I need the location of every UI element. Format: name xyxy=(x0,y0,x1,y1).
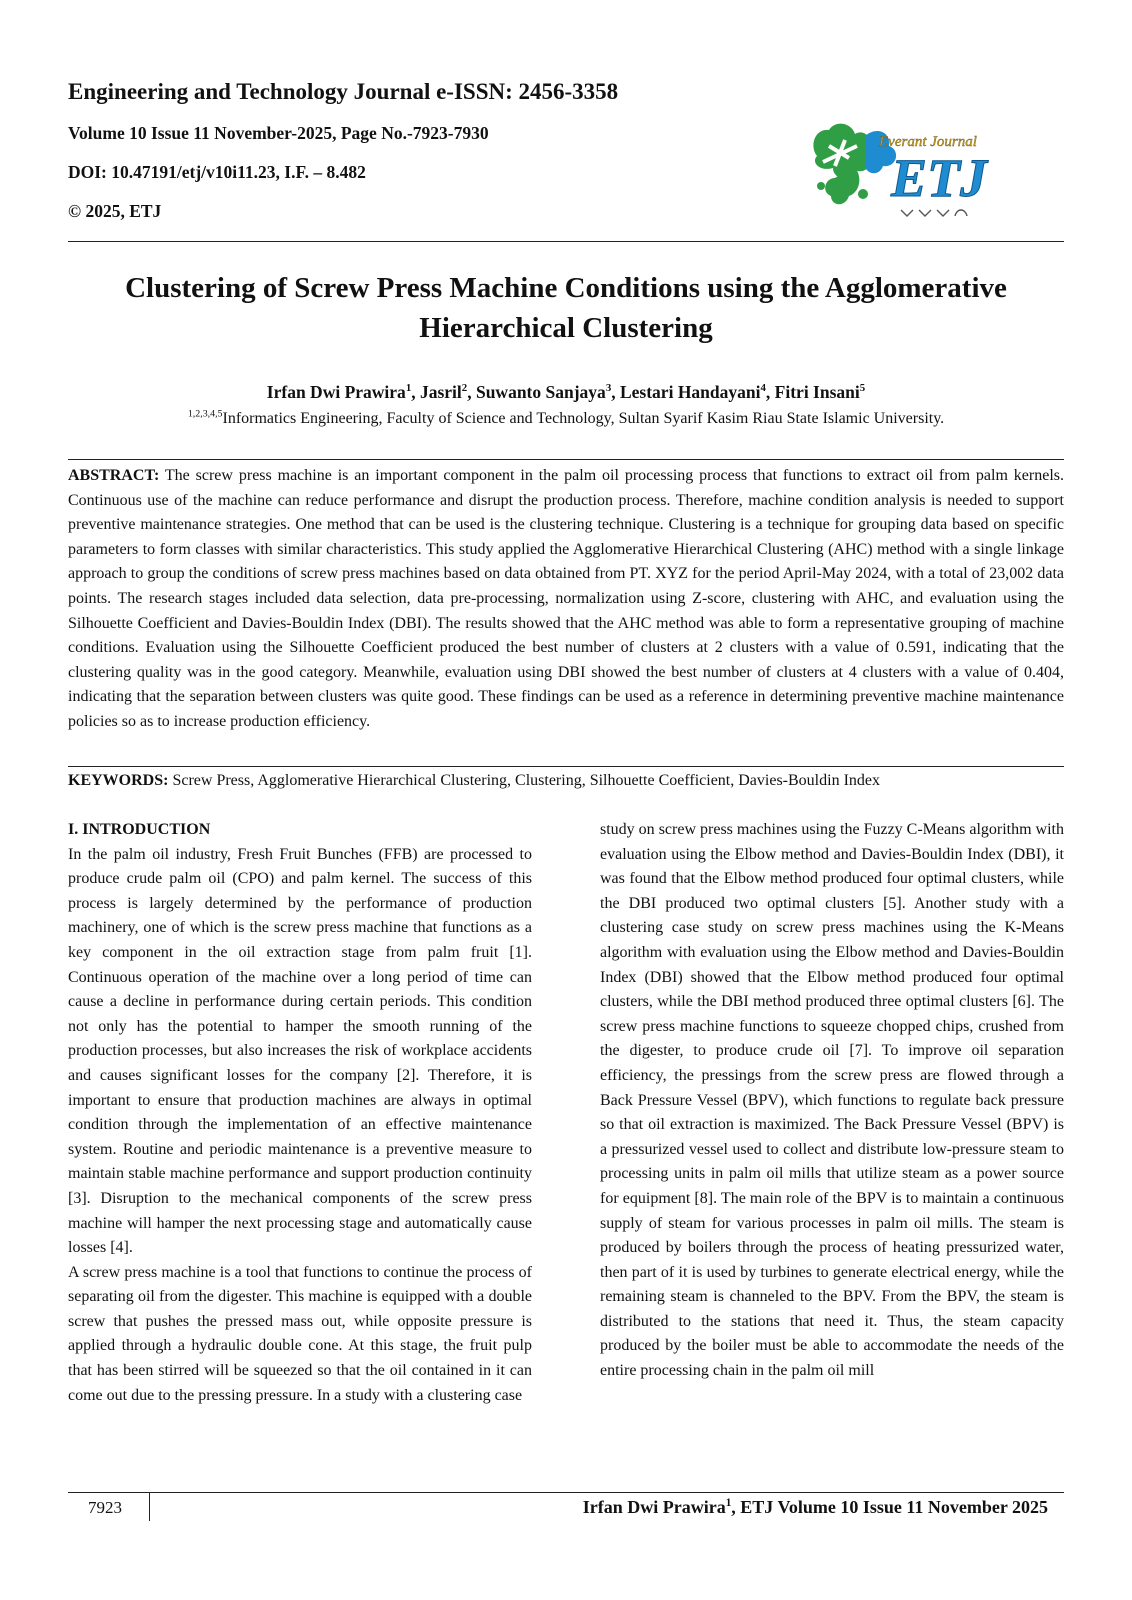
author: Jasril$^2$, xyxy=(419,382,476,402)
volume-info: Volume 10 Issue 11 November-2025, Page No.-7923-7930 xyxy=(68,123,489,143)
journal-header xyxy=(68,78,768,237)
journal-title: Engineering and Technology Journal e-ISSN: 2456-3358 xyxy=(68,79,619,104)
page-number: 7923 xyxy=(88,1498,122,1517)
author: Lestari Handayani$^4$, xyxy=(619,382,775,402)
left-column xyxy=(68,818,532,1408)
abstract xyxy=(68,464,1064,735)
etj-logo xyxy=(805,116,1015,224)
author: Fitri Insani$^5$ xyxy=(774,382,866,402)
footer-citation: Irfan Dwi Prawira$^1$, ETJ Volume 10 Issue 11 November 2025 xyxy=(582,1497,1048,1517)
author: Irfan Dwi Prawira$^1$, xyxy=(266,382,420,402)
keywords-text: Screw Press, Agglomerative Hierarchical Clustering, Clustering, Silhouette Coefficient, Davies-Bouldin Index xyxy=(168,772,880,789)
footer-separator xyxy=(149,1493,150,1521)
title-line-1: Clustering of Screw Press Machine Conditions using the Agglomerative xyxy=(125,272,1007,304)
abstract-text: The screw press machine is an important component in the palm oil processing process that functions to extract oil from palm kernels. Continuous use of the machine can reduce performance and disrupt the production process. Therefore, machine condition analysis is needed to support preventive maintenance strategies. One method that can be used is the clustering technique. Clustering is a technique for grouping data based on specific parameters to form classes with similar characteristics. This study applied the Agglomerative Hierarchical Clustering (AHC) method with a single linkage approach to group the conditions of screw press machines based on data obtained from PT. XYZ for the period April-May 2024, with a total of 23,002 data points. The research stages included data selection, data pre-processing, normalization using Z-score, clustering with AHC, and evaluation using the Silhouette Coefficient and Davies-Bouldin Index (DBI). The results showed that the AHC method was able to form a representative grouping of machine conditions. Evaluation using the Silhouette Coefficient produced the best number of clusters at 2 clusters with a value of 0.591, indicating that the clustering quality was in the good category. Meanwhile, evaluation using DBI showed the best number of clusters at 4 clusters with a value of 0.404, indicating that the separation between clusters was quite good. These findings can be used as a reference in determining preventive machine maintenance policies so as to increase production efficiency. xyxy=(68,467,1064,730)
doi-info: DOI: 10.47191/etj/v10i11.23, I.F. – 8.482 xyxy=(68,162,366,182)
title-line-2: Hierarchical Clustering xyxy=(419,312,713,344)
logo-main-text: ETJ xyxy=(891,148,988,208)
author: Suwanto Sanjaya$^3$, xyxy=(475,382,620,402)
intro-paragraph-continued: study on screw press machines using the Fuzzy C-Means algorithm with evaluation using the Elbow method and Davies-Bouldin Index (DBI), it was found that the Elbow method produced four optimal clusters, while the DBI produced two optimal clusters [5]. Another study with a clustering case study on screw press machines using the K-Means algorithm with evaluation using the Elbow method and Davies-Bouldin Index (DBI) showed that the Elbow method produced four optimal clusters, while the DBI method produced three optimal clusters [6]. The screw press machine functions to squeeze chopped chips, crushed from the digester, to produce crude oil [7]. To improve oil separation efficiency, the pressings from the screw press are flowed through a Back Pressure Vessel (BPV), which functions to regulate back pressure so that oil extraction is maximized. The Back Pressure Vessel (BPV) is a pressurized vessel used to collect and distribute low-pressure steam to processing units in palm oil mills that utilize steam as a power source for equipment [8]. The main role of the BPV is to maintain a continuous supply of steam for various processes in palm oil mills. The steam is produced by boilers through the process of heating pressurized water, then part of it is used by turbines to generate electrical energy, while the remaining steam is channeled to the BPV. From the BPV, the steam is distributed to the stations that need it. Thus, the steam capacity produced by the boiler must be able to accommodate the needs of the entire processing chain in the palm oil mill xyxy=(600,821,1064,1380)
header-rule xyxy=(68,241,1064,242)
affiliation xyxy=(68,408,1064,430)
author-list xyxy=(68,380,1064,404)
right-column xyxy=(600,818,1064,1384)
affiliation-marks: 1,2,3,4,5 xyxy=(187,408,223,420)
abstract-top-rule xyxy=(68,459,1064,460)
affiliation-text: Informatics Engineering, Faculty of Science and Technology, Sultan Syarif Kasim Riau State Islamic University. xyxy=(222,410,945,427)
footer-rule xyxy=(68,1492,1064,1493)
intro-paragraph-1: In the palm oil industry, Fresh Fruit Bunches (FFB) are processed to produce crude palm oil (CPO) and palm kernel. The success of this process is largely determined by the performance of production machinery, one of which is the screw press machine that functions as a key component in the oil extraction stage from palm fruit [1]. Continuous operation of the machine over a long period of time can cause a decline in performance during certain periods. This condition not only has the potential to hamper the smooth running of the production processes, but also increases the risk of workplace accidents and causes significant losses for the company [2]. Therefore, it is important to ensure that production machines are always in optimal condition through the implementation of an effective maintenance system. Routine and periodic maintenance is a preventive measure to maintain stable machine performance and support production continuity [3]. Disruption to the mechanical components of the screw press machine will hamper the next processing stage and automatically cause losses [4]. xyxy=(68,845,532,1257)
keywords-label: KEYWORDS: xyxy=(68,772,169,789)
keywords xyxy=(68,769,1064,793)
section-heading-introduction: I. INTRODUCTION xyxy=(68,821,211,838)
paper-title xyxy=(68,268,1064,348)
abstract-bottom-rule xyxy=(68,766,1064,767)
abstract-label: ABSTRACT: xyxy=(68,467,160,484)
logo-top-text: Everant Journal xyxy=(879,134,977,150)
copyright: © 2025, ETJ xyxy=(68,201,162,221)
logo-deco-marks xyxy=(901,210,967,216)
intro-paragraph-2: A screw press machine is a tool that functions to continue the process of separating oil from the digester. This machine is equipped with a double screw that pushes the pressed mass out, while opposite pressure is applied through a hydraulic double cone. At this stage, the fruit pulp that has been stirred will be squeezed so that the oil contained in it can come out due to the pressing pressure. In a study with a clustering case xyxy=(68,1263,532,1404)
